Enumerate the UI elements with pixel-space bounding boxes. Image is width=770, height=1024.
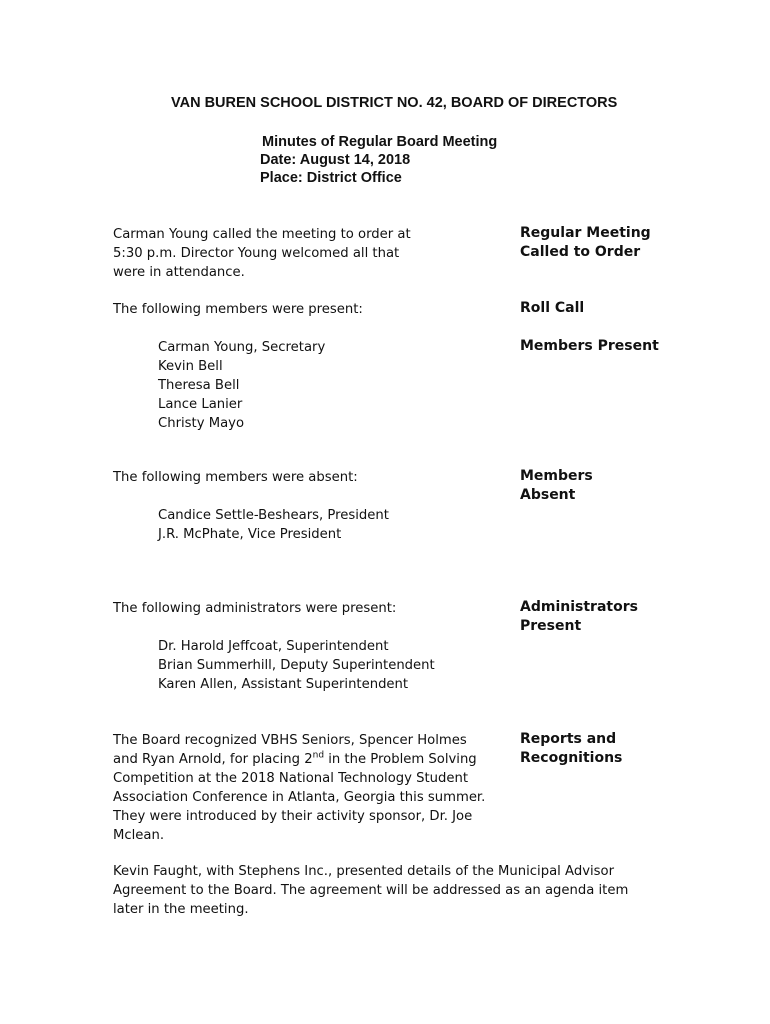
- members-absent-heading: [520, 467, 593, 505]
- list-item: Brian Summerhill, Deputy Superintendent: [158, 658, 435, 673]
- text-fragment: and Ryan Arnold, for placing 2: [113, 752, 313, 767]
- ordinal-suffix: nd: [312, 750, 325, 761]
- list-item: Candice Settle-Beshears, President: [158, 508, 389, 523]
- text-line: [113, 750, 485, 769]
- meeting-date: Date: August 14, 2018: [260, 152, 411, 168]
- text-line: Mclean.: [113, 828, 165, 843]
- heading-line: Administrators: [520, 599, 638, 615]
- heading-line: Absent: [520, 487, 576, 503]
- meeting-place: Place: District Office: [260, 170, 402, 186]
- list-item: Carman Young, Secretary: [158, 340, 326, 355]
- text-line: Agreement to the Board. The agreement will be addressed as an agenda item: [113, 883, 629, 898]
- heading-line: Recognitions: [520, 750, 623, 766]
- municipal-advisor-text: [113, 862, 628, 919]
- administrators-heading: [520, 598, 638, 636]
- members-absent-text: The following members were absent:: [113, 470, 358, 485]
- text-line: Carman Young called the meeting to order at: [113, 227, 411, 242]
- text-line: were in attendance.: [113, 265, 245, 280]
- minutes-title: Minutes of Regular Board Meeting: [262, 134, 498, 150]
- text-line: The Board recognized VBHS Seniors, Spencer Holmes: [113, 733, 467, 748]
- text-line: Association Conference in Atlanta, Georgia this summer.: [113, 790, 486, 805]
- administrators-text: The following administrators were present:: [113, 601, 397, 616]
- reports-heading: [520, 730, 622, 768]
- list-item: Karen Allen, Assistant Superintendent: [158, 677, 409, 692]
- call-to-order-text: [113, 225, 411, 282]
- heading-line: Members: [520, 468, 593, 484]
- text-line: 5:30 p.m. Director Young welcomed all that: [113, 246, 400, 261]
- members-absent-list: [158, 506, 389, 544]
- list-item: Kevin Bell: [158, 359, 223, 374]
- members-present-heading: Members Present: [520, 338, 659, 354]
- roll-call-text: The following members were present:: [113, 302, 363, 317]
- text-line: Competition at the 2018 National Technology Student: [113, 771, 469, 786]
- text-line: Kevin Faught, with Stephens Inc., presented details of the Municipal Advisor: [113, 864, 615, 879]
- members-present-list: [158, 338, 325, 433]
- roll-call-heading: Roll Call: [520, 300, 585, 316]
- list-item: Theresa Bell: [158, 378, 240, 393]
- list-item: Dr. Harold Jeffcoat, Superintendent: [158, 639, 389, 654]
- text-fragment: in the Problem Solving: [324, 752, 477, 767]
- reports-text: [113, 731, 485, 845]
- list-item: Lance Lanier: [158, 397, 243, 412]
- district-title: VAN BUREN SCHOOL DISTRICT NO. 42, BOARD OF DIRECTORS: [171, 95, 618, 111]
- call-to-order-heading: [520, 224, 651, 262]
- list-item: Christy Mayo: [158, 416, 245, 431]
- heading-line: Regular Meeting: [520, 225, 651, 241]
- text-line: They were introduced by their activity sponsor, Dr. Joe: [113, 809, 473, 824]
- text-line: later in the meeting.: [113, 902, 249, 917]
- heading-line: Reports and: [520, 731, 617, 747]
- administrators-list: [158, 637, 435, 694]
- heading-line: Present: [520, 618, 582, 634]
- heading-line: Called to Order: [520, 244, 641, 260]
- list-item: J.R. McPhate, Vice President: [158, 527, 342, 542]
